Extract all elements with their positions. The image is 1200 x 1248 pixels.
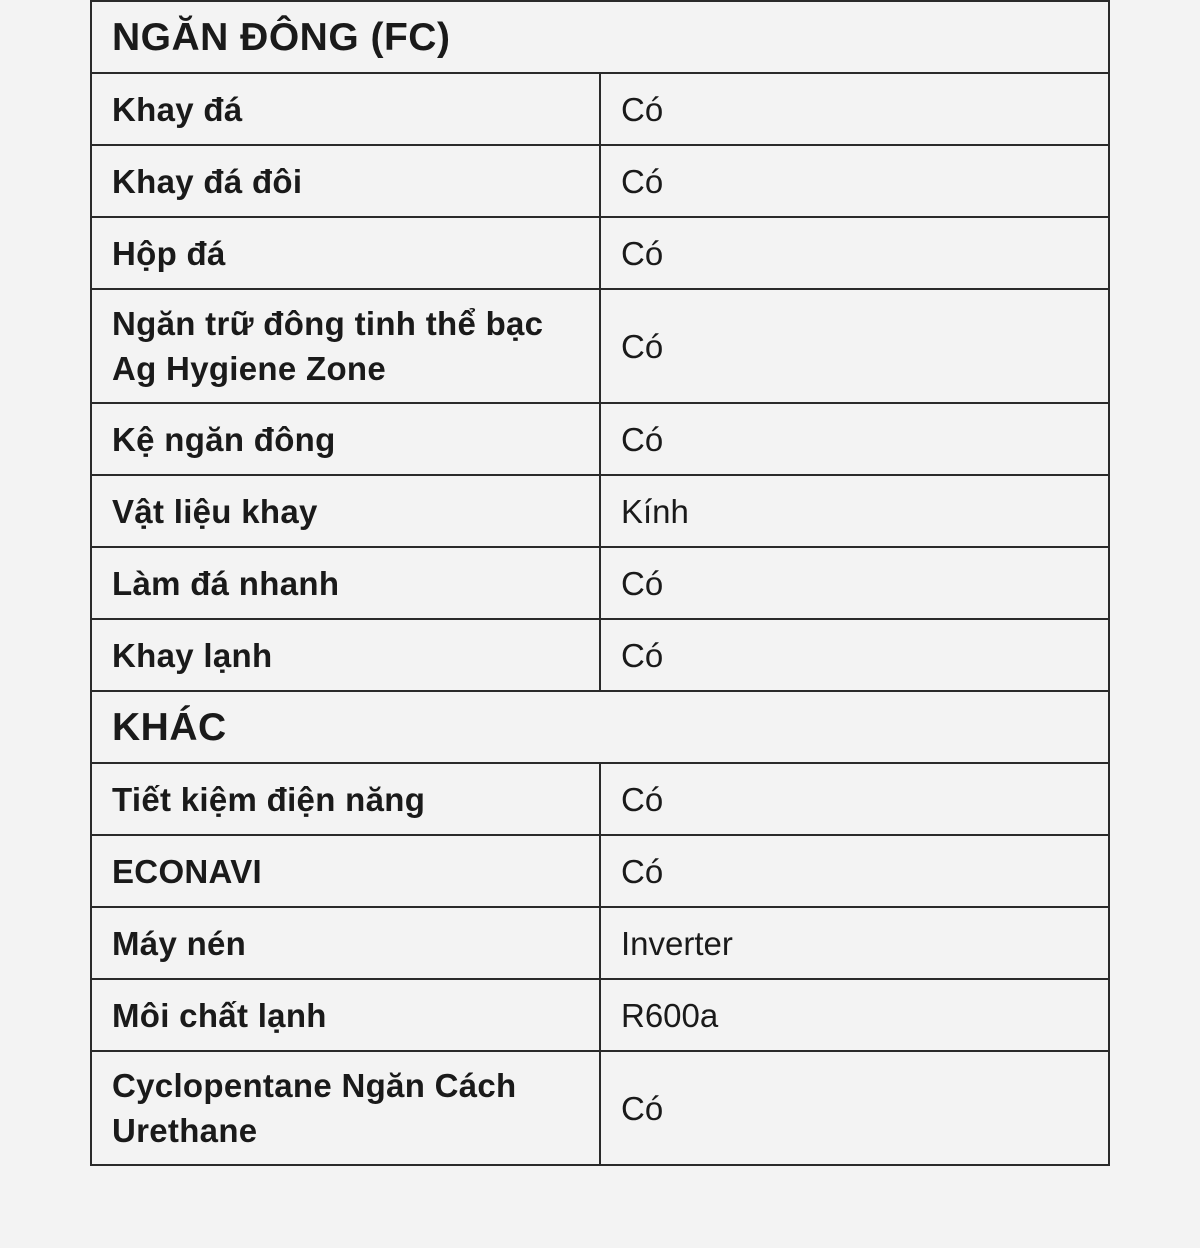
spec-value: R600a (600, 979, 1109, 1051)
spec-label: Làm đá nhanh (91, 547, 600, 619)
spec-label: Khay đá đôi (91, 145, 600, 217)
table-row (91, 835, 1109, 907)
spec-label: Vật liệu khay (91, 475, 600, 547)
table-row (91, 403, 1109, 475)
spec-table (90, 0, 1110, 1166)
section-title-other: KHÁC (91, 691, 1109, 763)
spec-value: Kính (600, 475, 1109, 547)
spec-label: Hộp đá (91, 217, 600, 289)
section-title-freezer: NGĂN ĐÔNG (FC) (91, 1, 1109, 73)
spec-value: Có (600, 835, 1109, 907)
table-row (91, 907, 1109, 979)
table-row (91, 619, 1109, 691)
spec-label: Kệ ngăn đông (91, 403, 600, 475)
spec-label: Môi chất lạnh (91, 979, 600, 1051)
spec-value: Có (600, 403, 1109, 475)
section-header-row (91, 1, 1109, 73)
spec-value: Có (600, 1051, 1109, 1165)
spec-label: Máy nén (91, 907, 600, 979)
table-row (91, 73, 1109, 145)
spec-label: ECONAVI (91, 835, 600, 907)
spec-value: Inverter (600, 907, 1109, 979)
spec-label: Khay đá (91, 73, 600, 145)
table-row (91, 547, 1109, 619)
section-header-row (91, 691, 1109, 763)
table-row (91, 217, 1109, 289)
table-row (91, 763, 1109, 835)
spec-label: Khay lạnh (91, 619, 600, 691)
spec-value: Có (600, 73, 1109, 145)
spec-label: Cyclopentane Ngăn Cách Urethane (91, 1051, 600, 1165)
table-row (91, 979, 1109, 1051)
spec-label: Tiết kiệm điện năng (91, 763, 600, 835)
table-row (91, 289, 1109, 403)
spec-value: Có (600, 217, 1109, 289)
spec-value: Có (600, 145, 1109, 217)
spec-value: Có (600, 547, 1109, 619)
table-row (91, 475, 1109, 547)
table-row (91, 145, 1109, 217)
spec-label: Ngăn trữ đông tinh thể bạc Ag Hygiene Zone (91, 289, 600, 403)
spec-value: Có (600, 619, 1109, 691)
spec-value: Có (600, 763, 1109, 835)
table-row (91, 1051, 1109, 1165)
spec-value: Có (600, 289, 1109, 403)
